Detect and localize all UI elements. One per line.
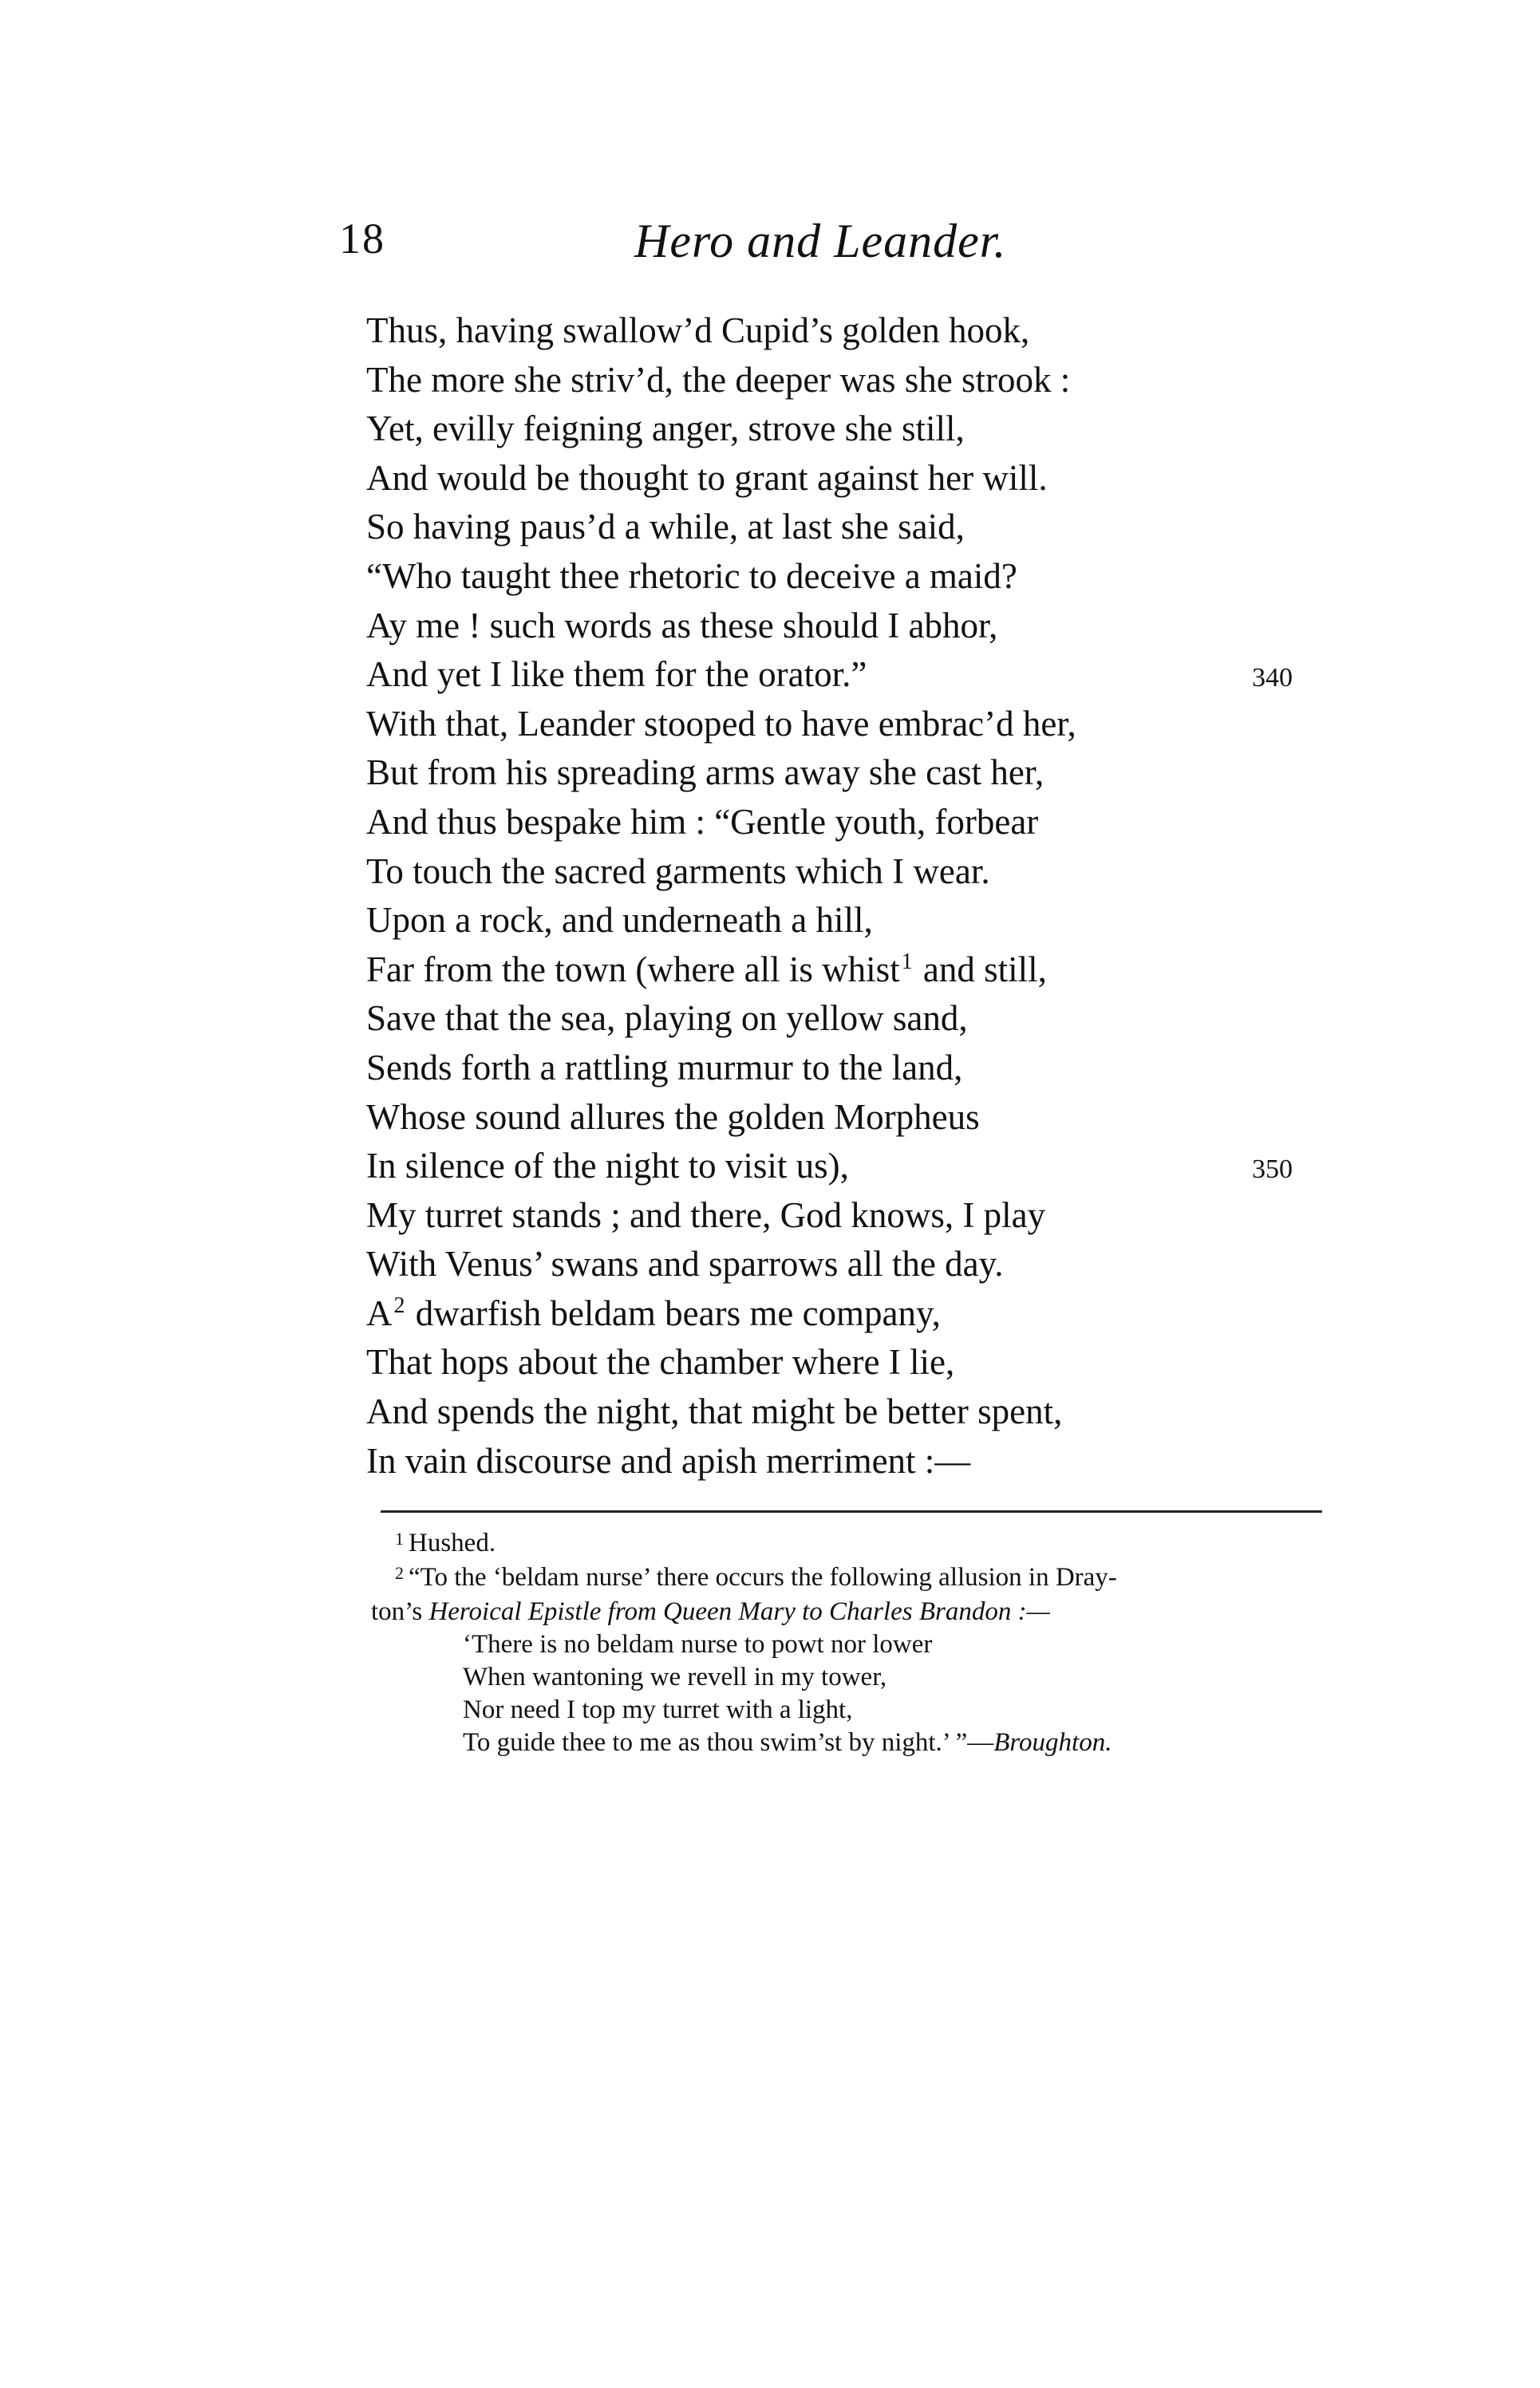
footnote-2-continued	[371, 1596, 1329, 1628]
footnote-ref[interactable]: 1	[901, 949, 913, 974]
poem-line	[366, 356, 1356, 405]
poem-line	[366, 798, 1356, 847]
poem-line	[366, 748, 1356, 798]
line-text: To touch the sacred garments which I wear.	[366, 851, 990, 891]
line-text: A	[366, 1293, 393, 1333]
poem-line	[366, 1191, 1356, 1241]
poem-line	[366, 896, 1356, 945]
poem-line	[366, 1093, 1356, 1143]
line-text: And spends the night, that might be better spent,	[366, 1391, 1063, 1432]
footnote-title: Heroical Epistle from Queen Mary to Charles Brandon :—	[428, 1597, 1050, 1626]
line-text: Whose sound allures the golden Morpheus	[366, 1096, 980, 1137]
footnote-divider	[381, 1510, 1322, 1513]
poem-line	[366, 405, 1356, 454]
poem-line	[366, 454, 1356, 503]
running-title: Hero and Leander.	[634, 215, 1007, 267]
footnote-ref[interactable]: 2	[393, 1293, 405, 1318]
footnote-text: “To the ‘beldam nurse’ there occurs the following allusion in Dray-	[409, 1563, 1117, 1592]
running-head	[339, 214, 1313, 278]
line-text: Sends forth a rattling murmur to the land,	[366, 1047, 963, 1087]
footnote-text: To guide thee to me as thou swim’st by night.’ ”—	[463, 1728, 994, 1757]
line-text: Far from the town (where all is whist	[366, 949, 900, 989]
line-text: With Venus’ swans and sparrows all the day.	[366, 1244, 1004, 1285]
line-text: Save that the sea, playing on yellow sand,	[366, 998, 968, 1039]
poem-line	[366, 1338, 1356, 1387]
footnote-text: ton’s	[371, 1597, 429, 1626]
footnote-mark: 1	[395, 1529, 404, 1549]
line-text: And thus bespake him : “Gentle youth, forbear	[366, 801, 1039, 842]
line-text: So having paus’d a while, at last she said,	[366, 507, 965, 547]
line-text: and still,	[914, 949, 1047, 989]
footnote-text: Hushed.	[409, 1529, 496, 1557]
line-text: That hops about the chamber where I lie,	[366, 1342, 955, 1383]
poem-line	[366, 994, 1356, 1044]
footnote-1	[371, 1527, 1329, 1561]
footnotes	[371, 1527, 1329, 1759]
line-text: The more she striv’d, the deeper was she strook :	[366, 359, 1071, 400]
poem-line	[366, 1044, 1356, 1093]
page-number: 18	[339, 215, 385, 262]
footnote-2	[371, 1561, 1329, 1596]
line-text: But from his spreading arms away she cast her,	[366, 752, 1044, 793]
footnote-quote-last	[371, 1727, 1329, 1759]
line-text: “Who taught thee rhetoric to deceive a maid?	[366, 555, 1017, 596]
footnote-quote-line: Nor need I top my turret with a light,	[463, 1695, 853, 1724]
line-text: Yet, evilly feigning anger, strove she still,	[366, 409, 965, 449]
line-text: And yet I like them for the orator.”	[366, 654, 867, 695]
line-text: And would be thought to grant against her will.	[366, 457, 1048, 498]
footnote-quote-line: ‘There is no beldam nurse to powt nor lower	[463, 1630, 933, 1659]
line-number: 350	[1252, 1155, 1293, 1185]
poem-line	[366, 1387, 1356, 1437]
line-text: With that, Leander stooped to have embrac’d her,	[366, 703, 1076, 744]
poem-line	[366, 602, 1356, 651]
poem-line	[366, 847, 1356, 897]
line-text: dwarfish beldam bears me company,	[406, 1293, 941, 1333]
poem-text	[366, 306, 1356, 1486]
line-text: In vain discourse and apish merriment :—	[366, 1440, 971, 1481]
line-text: Ay me ! such words as these should I abhor,	[366, 605, 998, 645]
poem-line	[366, 945, 1356, 995]
poem-line	[366, 306, 1356, 356]
footnote-mark: 2	[395, 1563, 404, 1583]
poem-line	[366, 650, 1356, 700]
line-text: Upon a rock, and underneath a hill,	[366, 900, 873, 941]
poem-line	[366, 1240, 1356, 1289]
poem-line	[366, 1289, 1356, 1339]
line-text: My turret stands ; and there, God knows, I play	[366, 1194, 1046, 1235]
line-text: In silence of the night to visit us),	[366, 1146, 849, 1186]
poem-line	[366, 700, 1356, 749]
line-number: 340	[1252, 663, 1293, 693]
poem-line	[366, 503, 1356, 552]
poem-line	[366, 552, 1356, 602]
poem-line	[366, 1437, 1356, 1486]
line-text: Thus, having swallow’d Cupid’s golden hook,	[366, 310, 1030, 350]
footnote-quote-line: When wantoning we revell in my tower,	[463, 1663, 887, 1691]
footnote-attribution: Broughton.	[993, 1728, 1112, 1757]
poem-line	[366, 1142, 1356, 1191]
